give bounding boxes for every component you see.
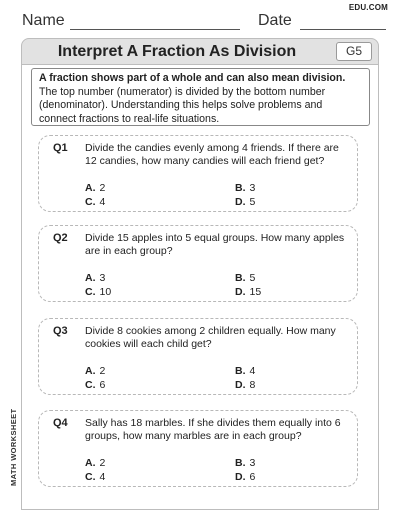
option-letter: B. [235, 272, 246, 284]
option-value: 4 [99, 196, 106, 208]
question-text: Divide 8 cookies among 2 children equally. How many cookies will each child get? [85, 325, 336, 351]
option-value: 3 [99, 272, 106, 284]
option-value: 6 [99, 379, 106, 391]
option-letter: C. [85, 379, 96, 391]
question-number: Q2 [53, 232, 68, 244]
option-value: 10 [99, 286, 112, 298]
question-number: Q4 [53, 417, 68, 429]
name-label: Name [22, 12, 65, 29]
option-a[interactable] [85, 457, 105, 469]
option-letter: B. [235, 182, 246, 194]
question-card [38, 135, 358, 212]
question-text: Sally has 18 marbles. If she divides them equally into 6 groups, how many marbles are in each group? [85, 417, 341, 443]
option-letter: A. [85, 182, 96, 194]
option-d[interactable] [235, 196, 255, 208]
intro-text: The top number (numerator) is divided by the bottom number (denominator). Understanding this helps solve problems and connect fractions to real-life situations. [39, 85, 326, 125]
option-b[interactable] [235, 457, 255, 469]
intro-bold-text: A fraction shows part of a whole and can also mean division. [39, 72, 346, 84]
question-card [38, 318, 358, 395]
option-d[interactable] [235, 379, 255, 391]
option-value: 5 [249, 272, 256, 284]
option-d[interactable] [235, 471, 255, 483]
question-number: Q3 [53, 325, 68, 337]
option-letter: D. [235, 379, 246, 391]
option-letter: C. [85, 196, 96, 208]
option-c[interactable] [85, 379, 105, 391]
option-letter: A. [85, 365, 96, 377]
date-line[interactable] [300, 29, 386, 30]
question-card [38, 410, 358, 487]
option-value: 5 [249, 196, 256, 208]
option-b[interactable] [235, 365, 255, 377]
question-card [38, 225, 358, 302]
option-a[interactable] [85, 272, 105, 284]
option-letter: B. [235, 457, 246, 469]
name-line[interactable] [70, 29, 240, 30]
option-d[interactable] [235, 286, 261, 298]
option-value: 4 [249, 365, 256, 377]
option-value: 8 [249, 379, 256, 391]
option-c[interactable] [85, 286, 111, 298]
option-value: 2 [99, 182, 106, 194]
option-letter: B. [235, 365, 246, 377]
intro-box [31, 68, 370, 126]
option-c[interactable] [85, 471, 105, 483]
option-letter: D. [235, 286, 246, 298]
worksheet-header [0, 0, 400, 34]
question-text: Divide 15 apples into 5 equal groups. How many apples are in each group? [85, 232, 345, 258]
date-label: Date [258, 12, 292, 29]
option-b[interactable] [235, 182, 255, 194]
option-letter: C. [85, 286, 96, 298]
brand-logo: EDU.COM [348, 3, 388, 12]
option-value: 3 [249, 457, 256, 469]
question-number: Q1 [53, 142, 68, 154]
option-letter: D. [235, 196, 246, 208]
worksheet-title: Interpret A Fraction As Division [57, 43, 297, 60]
option-value: 4 [99, 471, 106, 483]
option-value: 15 [249, 286, 262, 298]
option-letter: A. [85, 457, 96, 469]
option-c[interactable] [85, 196, 105, 208]
option-value: 3 [249, 182, 256, 194]
side-label: MATH WORKSHEET [9, 408, 18, 486]
option-letter: A. [85, 272, 96, 284]
title-bar [21, 38, 379, 65]
option-value: 2 [99, 457, 106, 469]
option-a[interactable] [85, 365, 105, 377]
option-letter: D. [235, 471, 246, 483]
question-text: Divide the candies evenly among 4 friends. If there are 12 candies, how many candies will each friend get? [85, 142, 339, 168]
option-value: 6 [249, 471, 256, 483]
option-b[interactable] [235, 272, 255, 284]
option-value: 2 [99, 365, 106, 377]
grade-badge: G5 [336, 42, 372, 61]
option-letter: C. [85, 471, 96, 483]
option-a[interactable] [85, 182, 105, 194]
